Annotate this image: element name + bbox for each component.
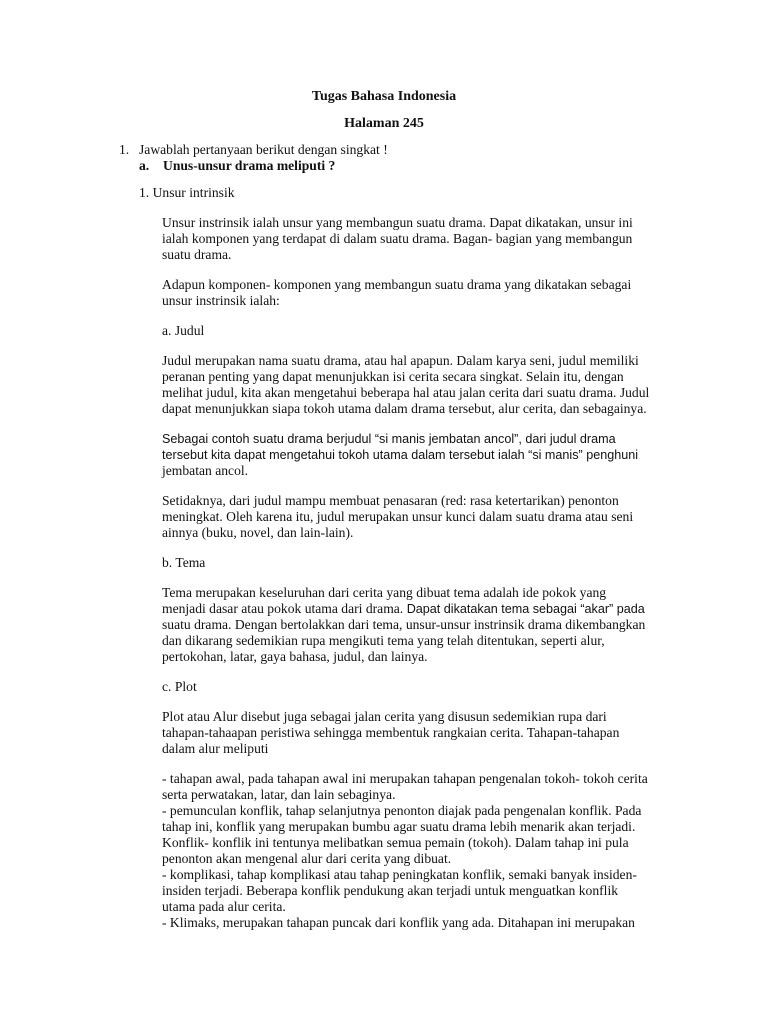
subquestion-letter: a. [139, 158, 150, 173]
paragraph-line: dan dikarang sedemikian rupa mengikuti tema yang telah ditentukan, seperti alur, [162, 633, 605, 648]
paragraph-line: melihat judul, kita akan mengetahui beberapa hal atau jalan cerita dari suatu drama. Judul [162, 385, 650, 400]
paragraph-line: Sebagai contoh suatu drama berjudul “si manis jembatan ancol”, dari judul drama [162, 432, 616, 446]
paragraph-line: tahapan-tahaapan peristiwa sehingga membentuk rangkaian cerita. Tahapan-tahapan [162, 725, 620, 740]
paragraph-line: - tahapan awal, pada tahapan awal ini merupakan tahapan pengenalan tokoh- tokoh cerita [162, 771, 648, 786]
paragraph-line [162, 601, 645, 617]
paragraph-line: unsur instrinsik ialah: [162, 293, 280, 308]
paragraph-line: serta perwatakan, latar, dan lain sebaginya. [162, 787, 396, 802]
paragraph-segment: menjadi dasar atau pokok utama dari drama. [162, 601, 404, 616]
paragraph-line: meningkat. Oleh karena itu, judul merupakan unsur kunci dalam suatu drama atau seni [162, 509, 634, 524]
paragraph-line: Konflik- konflik ini tentunya melibatkan semua pemain (tokoh). Dalam tahap ini pula [162, 835, 629, 850]
paragraph-line: penonton akan mengenal alur dari cerita yang dibuat. [162, 851, 452, 866]
paragraph-line: Setidaknya, dari judul mampu membuat penasaran (red: rasa ketertarikan) penonton [162, 493, 619, 508]
paragraph-line: dalam alur meliputi [162, 741, 269, 756]
paragraph-line: Plot atau Alur disebut juga sebagai jalan cerita yang disusun sedemikian rupa dari [162, 709, 607, 724]
paragraph-line: utama pada alur cerita. [162, 899, 286, 914]
paragraph-line: jembatan ancol. [162, 463, 249, 478]
document-subtitle: Halaman 245 [344, 116, 424, 131]
subheading-judul: a. Judul [162, 323, 205, 338]
paragraph-line: pertokohan, latar, gaya bahasa, judul, dan lainya. [162, 649, 428, 664]
paragraph-line: tahap ini, konflik yang merupakan bumbu agar suatu drama lebih menarik akan terjadi. [162, 819, 636, 834]
paragraph-line: dapat menunjukkan siapa tokoh utama dalam drama tersebut, alur cerita, dan sebagainya. [162, 401, 647, 416]
paragraph-segment: Dapat dikatakan tema sebagai “akar” pada [403, 602, 645, 616]
paragraph-line: Judul merupakan nama suatu drama, atau hal apapun. Dalam karya seni, judul memiliki [162, 353, 639, 368]
subheading-tema: b. Tema [162, 555, 206, 570]
subheading-plot: c. Plot [162, 679, 197, 694]
paragraph-line: tersebut kita dapat mengetahui tokoh utama dalam tersebut ialah “si manis” penghuni [162, 448, 639, 462]
paragraph-line: insiden terjadi. Beberapa konflik pendukung akan terjadi untuk menguatkan konflik [162, 883, 619, 898]
paragraph-line: - komplikasi, tahap komplikasi atau tahap peningkatan konflik, semaki banyak insiden- [162, 867, 637, 882]
paragraph-line: Adapun komponen- komponen yang membangun suatu drama yang dikatakan sebagai [162, 277, 632, 292]
section-heading: 1. Unsur intrinsik [139, 185, 235, 200]
paragraph-line: - Klimaks, merupakan tahapan puncak dari konflik yang ada. Ditahapan ini merupakan [162, 915, 635, 930]
document-title: Tugas Bahasa Indonesia [311, 89, 457, 104]
question-text: Jawablah pertanyaan berikut dengan singkat ! [139, 142, 388, 157]
subquestion-text: Unus-unsur drama meliputi ? [163, 158, 336, 173]
question-number: 1. [119, 142, 130, 157]
paragraph-line: suatu drama. [162, 247, 232, 262]
paragraph-line: - pemunculan konflik, tahap selanjutnya penonton diajak pada pengenalan konflik. Pada [162, 803, 642, 818]
paragraph-line: ainnya (buku, novel, dan lain-lain). [162, 525, 354, 540]
paragraph-line: Unsur instrinsik ialah unsur yang membangun suatu drama. Dapat dikatakan, unsur ini [162, 215, 633, 230]
paragraph-line: peranan penting yang dapat menunjukkan isi cerita secara singkat. Selain itu, dengan [162, 369, 624, 384]
paragraph-line: Tema merupakan keseluruhan dari cerita yang dibuat tema adalah ide pokok yang [162, 585, 607, 600]
paragraph-line: ialah komponen yang terdapat di dalam suatu drama. Bagan- bagian yang membangun [162, 231, 633, 246]
paragraph-line: suatu drama. Dengan bertolakkan dari tema, unsur-unsur instrinsik drama dikembangkan [162, 617, 646, 632]
